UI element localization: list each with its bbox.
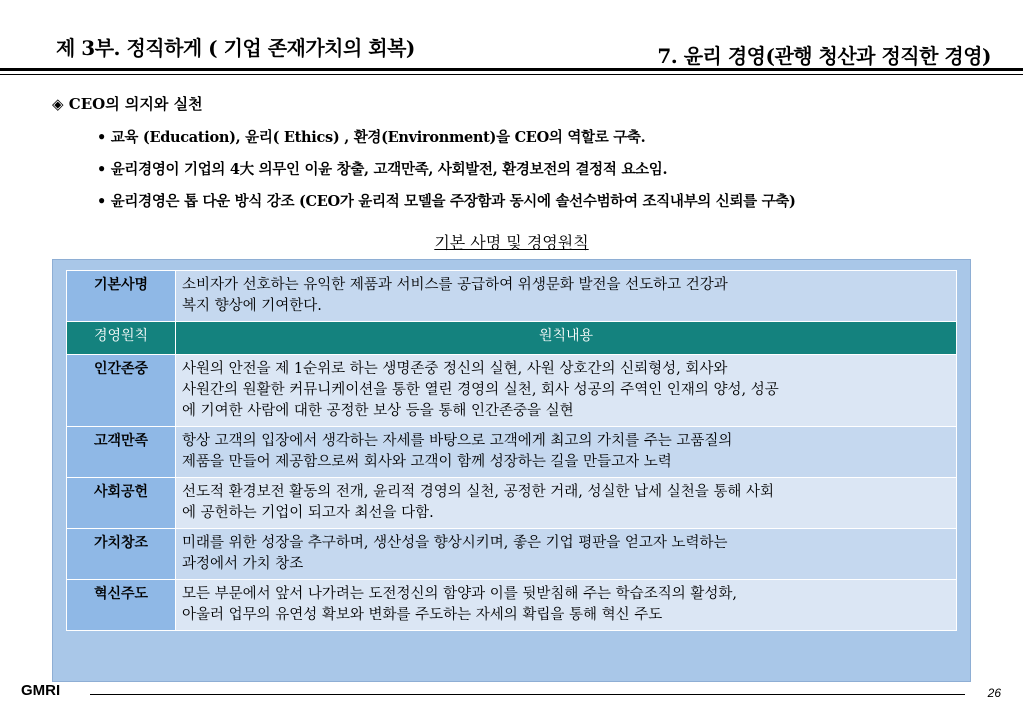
row-content: [176, 355, 957, 427]
mission-label: 기본사명: [67, 271, 176, 322]
header-rule-thin: [0, 74, 1023, 75]
text-line: 선도적 환경보전 활동의 전개, 윤리적 경영의 실천, 공정한 거래, 성실한 납세 실천을 통해 사회: [182, 484, 775, 501]
col-header-content: 원칙내용: [176, 322, 957, 355]
text-line: 모든 부문에서 앞서 나가려는 도전정신의 함양과 이를 뒷받침해 주는 학습조직의 활성화,: [182, 586, 737, 603]
text-line: 사원간의 원활한 커뮤니케이션을 통한 열린 경영의 실천, 회사 성공의 주역인 인재의 양성, 성공: [182, 382, 779, 399]
page-number: 26: [987, 686, 1001, 700]
row-content: [176, 478, 957, 529]
text-line: 제품을 만들어 제공함으로써 회사와 고객이 함께 성장하는 길을 만들고자 노력: [182, 454, 672, 471]
table-row: [67, 478, 957, 529]
part-title: 제 3부. 정직하게 ( 기업 존재가치의 회복): [56, 36, 415, 60]
text-line: 항상 고객의 입장에서 생각하는 자세를 바탕으로 고객에게 최고의 가치를 주는 고품질의: [182, 433, 733, 450]
table-row: [67, 580, 957, 631]
row-content: [176, 529, 957, 580]
row-label: 가치창조: [67, 529, 176, 580]
table-header-row: [67, 322, 957, 355]
section-title: ◈ CEO의 의지와 실천: [52, 95, 203, 113]
mission-text: [176, 271, 957, 322]
row-label: 혁신주도: [67, 580, 176, 631]
table-row: [67, 355, 957, 427]
text-line: 복지 향상에 기여한다.: [182, 298, 322, 315]
text-line: 에 공헌하는 기업이 되고자 최선을 다함.: [182, 505, 434, 522]
footer-logo: GMRI: [21, 682, 61, 699]
text-line: 사원의 안전을 제 1순위로 하는 생명존중 정신의 실현, 사원 상호간의 신뢰형성, 회사와: [182, 361, 728, 378]
chapter-title: 7. 윤리 경영(관행 청산과 정직한 경영): [657, 44, 991, 68]
bullet-item: • 윤리경영이 기업의 4大 의무인 이윤 창출, 고객만족, 사회발전, 환경보전의 결정적 요소임.: [97, 161, 668, 178]
header-rule-thick: [0, 68, 1023, 71]
row-label: 인간존중: [67, 355, 176, 427]
principles-table: [66, 270, 957, 631]
text-line: 소비자가 선호하는 유익한 제품과 서비스를 공급하여 위생문화 발전을 선도하고 건강과: [182, 277, 728, 293]
row-label: 고객만족: [67, 427, 176, 478]
row-content: [176, 427, 957, 478]
table-row: [67, 427, 957, 478]
table-caption: [0, 230, 1023, 253]
text-line: 미래를 위한 성장을 추구하며, 생산성을 향상시키며, 좋은 기업 평판을 얻고자 노력하는: [182, 535, 728, 552]
bullet-item: • 교육 (Education), 윤리( Ethics) , 환경(Environment)을 CEO의 역할로 구축.: [97, 129, 646, 146]
table-row: [67, 529, 957, 580]
mission-row: [67, 271, 957, 322]
row-content: [176, 580, 957, 631]
bullet-item: • 윤리경영은 톱 다운 방식 강조 (CEO가 윤리적 모델을 주장함과 동시에 솔선수범하여 조직내부의 신뢰를 구축): [97, 193, 796, 210]
text-line: 과정에서 가치 창조: [182, 556, 304, 573]
footer-rule: [90, 694, 965, 695]
text-line: 에 기여한 사람에 대한 공정한 보상 등을 통해 인간존중을 실현: [182, 403, 574, 420]
text-line: 아울러 업무의 유연성 확보와 변화를 주도하는 자세의 확립을 통해 혁신 주도: [182, 607, 663, 624]
col-header-principle: 경영원칙: [67, 322, 176, 355]
table-caption-text: 기본 사명 및 경영원칙: [434, 233, 589, 252]
row-label: 사회공헌: [67, 478, 176, 529]
